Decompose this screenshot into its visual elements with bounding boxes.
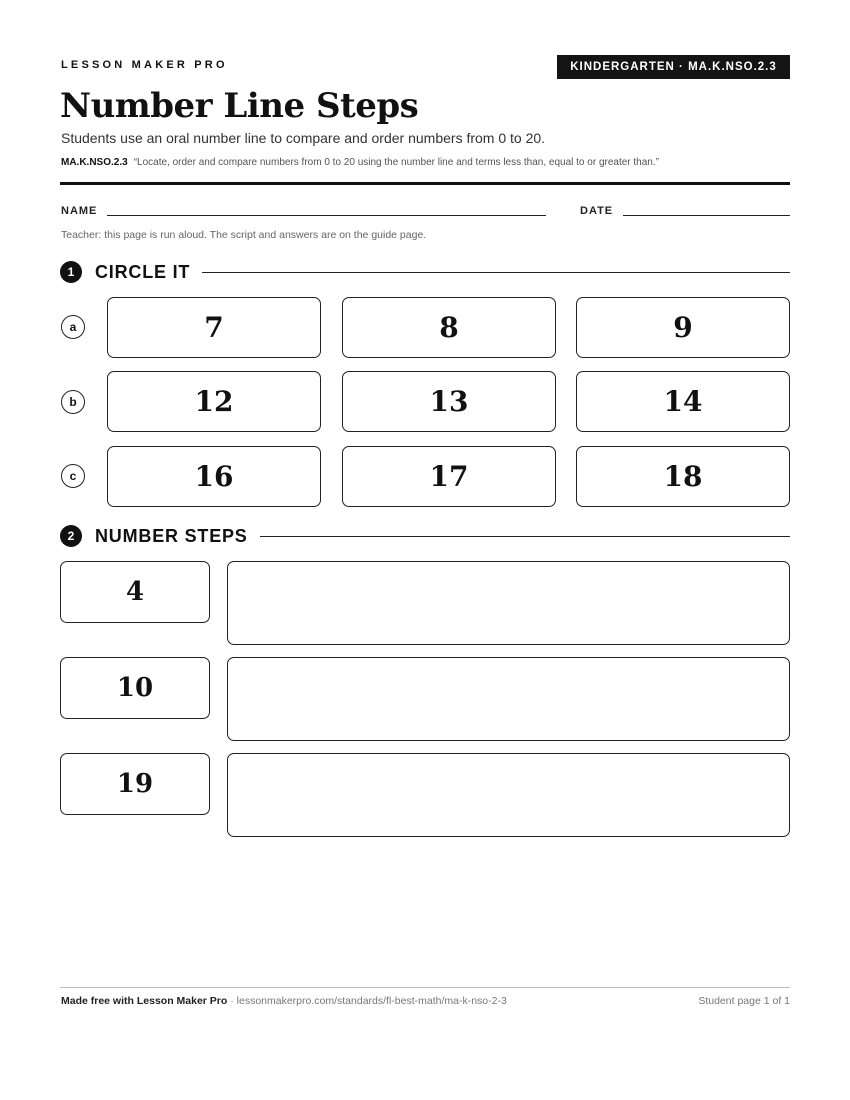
page-subtitle: Students use an oral number line to compare and order numbers from 0 to 20.	[61, 130, 546, 146]
number-choice-box[interactable]: 8	[342, 297, 556, 358]
name-label: NAME	[61, 205, 98, 217]
date-write-line[interactable]	[623, 215, 790, 216]
number-choice-box[interactable]: 12	[107, 371, 321, 432]
step-number-box: 4	[60, 561, 210, 623]
standard-code: MA.K.NSO.2.3	[61, 157, 128, 168]
number-choice-box[interactable]: 9	[576, 297, 790, 358]
date-label: DATE	[580, 205, 614, 217]
section-title: NUMBER STEPS	[95, 525, 248, 546]
name-write-line[interactable]	[107, 215, 546, 216]
row-letter-a: a	[61, 315, 85, 339]
answer-box[interactable]	[227, 561, 790, 645]
standard-text: “Locate, order and compare numbers from 0 to 20 using the number line and terms less than, equal to or greater than.”	[133, 157, 659, 168]
answer-box[interactable]	[227, 657, 790, 741]
teacher-note: Teacher: this page is run aloud. The script and answers are on the guide page.	[61, 229, 427, 241]
number-choice-box[interactable]: 16	[107, 446, 321, 507]
section-title: CIRCLE IT	[95, 261, 191, 282]
number-choice-box[interactable]: 13	[342, 371, 556, 432]
footer-page-number: Student page 1 of 1	[698, 995, 790, 1007]
section-number-badge: 2	[60, 525, 82, 547]
section-rule	[260, 536, 790, 537]
page-title: Number Line Steps	[60, 86, 419, 126]
section-rule	[202, 272, 790, 273]
row-letter-c: c	[61, 464, 85, 488]
row-letter-b: b	[61, 390, 85, 414]
footer-made-with: Made free with Lesson Maker Pro	[61, 995, 228, 1007]
footer-credit	[61, 995, 507, 1007]
brand-name: LESSON MAKER PRO	[61, 59, 228, 71]
footer-divider	[60, 987, 790, 988]
section-number-badge: 1	[60, 261, 82, 283]
header-divider	[60, 182, 790, 185]
number-choice-box[interactable]: 14	[576, 371, 790, 432]
number-choice-box[interactable]: 18	[576, 446, 790, 507]
grade-standard-badge: KINDERGARTEN · MA.K.NSO.2.3	[557, 55, 790, 79]
number-choice-box[interactable]: 17	[342, 446, 556, 507]
step-number-box: 10	[60, 657, 210, 719]
number-choice-box[interactable]: 7	[107, 297, 321, 358]
section-number-steps-header	[60, 524, 790, 548]
standard-description	[61, 157, 659, 168]
section-circle-it-header	[60, 260, 790, 284]
answer-box[interactable]	[227, 753, 790, 837]
step-number-box: 19	[60, 753, 210, 815]
footer-url[interactable]: · lessonmakerpro.com/standards/fl-best-math/ma-k-nso-2-3	[227, 995, 507, 1007]
